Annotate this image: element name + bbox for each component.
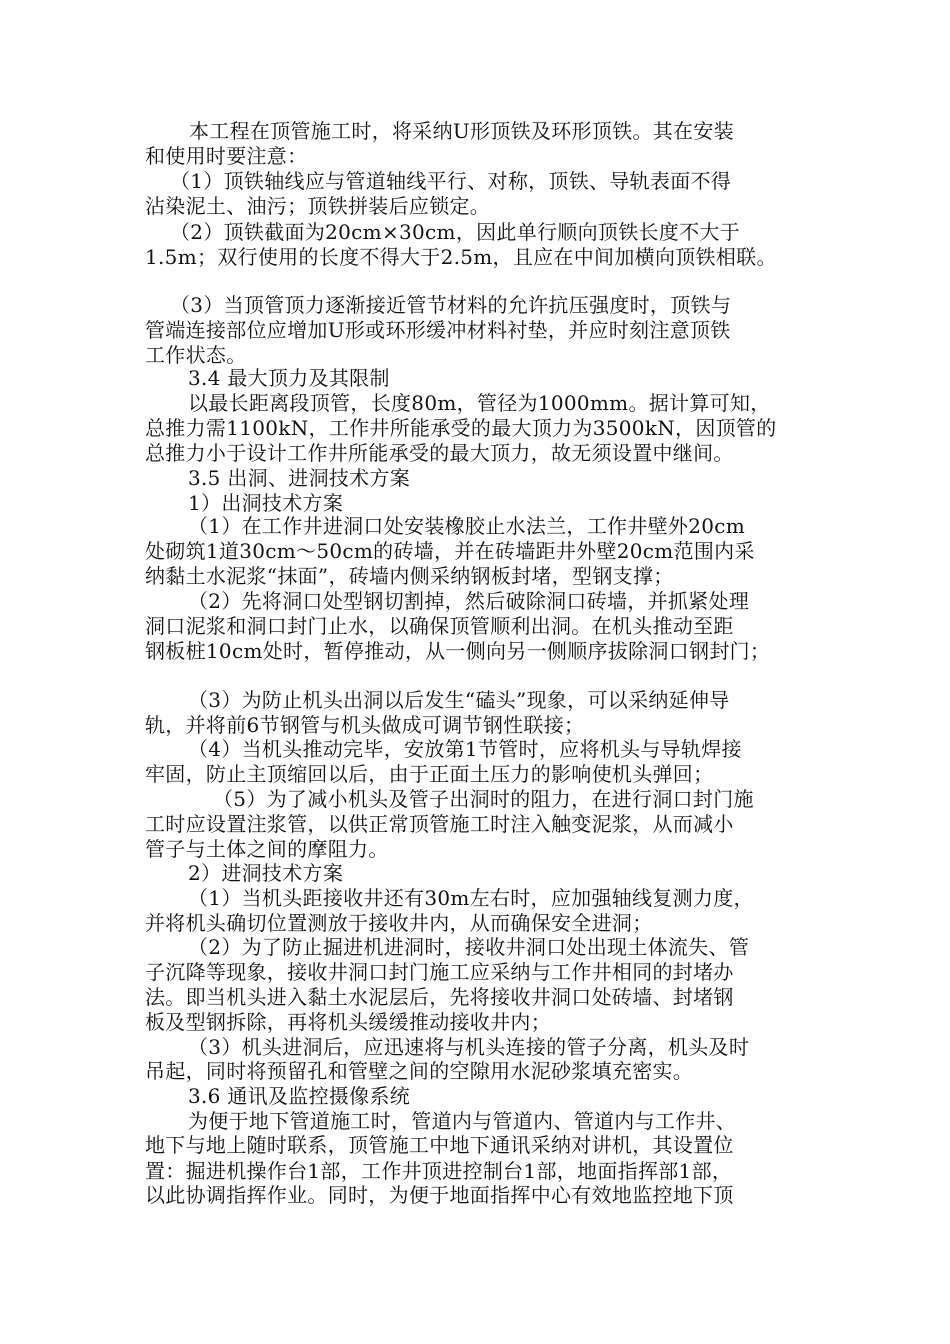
text-line: 以最长距离段顶管，长度80m，管径为1000mm。据计算可知， bbox=[188, 391, 771, 415]
text-line: 3.5 出洞、进洞技术方案 bbox=[188, 466, 411, 490]
text-line: （5）为了减小机头及管子出洞时的阻力，在进行洞口封门施 bbox=[213, 787, 754, 811]
text-line: （2）先将洞口处型钢切割掉，然后破除洞口砖墙，并抓紧处理 bbox=[188, 589, 750, 613]
text-line: 处砌筑1道30cm～50cm的砖墙，并在砖墙距井外壁20cm范围内采 bbox=[145, 539, 755, 563]
text-line: （2）为了防止掘进机进洞时，接收井洞口处出现土体流失、管 bbox=[188, 935, 750, 959]
text-line: （1）顶铁轴线应与管道轴线平行、对称，顶铁、导轨表面不得 bbox=[170, 169, 732, 193]
text-line: 沾染泥土、油污；顶铁拼装后应锁定。 bbox=[145, 194, 491, 218]
text-line: 以此协调指挥作业。同时，为便于地面指挥中心有效地监控地下顶 bbox=[145, 1183, 734, 1207]
text-line: 总推力小于设计工作井所能承受的最大顶力，故无须设置中继间。 bbox=[145, 441, 734, 465]
text-line: 工时应设置注浆管，以供正常顶管施工时注入触变泥浆，从而减小 bbox=[145, 812, 734, 836]
text-line: 吊起，同时将预留孔和管壁之间的空隙用水泥砂浆填充密实。 bbox=[145, 1059, 694, 1083]
text-line: 地下与地上随时联系，顶管施工中地下通讯采纳对讲机，其设置位 bbox=[145, 1133, 734, 1157]
text-line: （3）当顶管顶力逐渐接近管节材料的允许抗压强度时，顶铁与 bbox=[170, 293, 732, 317]
text-line: 为便于地下管道施工时，管道内与管道内、管道内与工作井、 bbox=[188, 1109, 737, 1133]
text-line: 管子与土体之间的摩阻力。 bbox=[145, 837, 389, 861]
text-line: 1）出洞技术方案 bbox=[188, 491, 344, 515]
text-line: 1.5m；双行使用的长度不得大于2.5m，且应在中间加横向顶铁相联。 bbox=[145, 245, 777, 269]
text-line: 3.6 通讯及监控摄像系统 bbox=[188, 1084, 411, 1108]
text-line: 钢板桩10cm处时，暂停推动，从一侧向另一侧顺序拔除洞口钢封门； bbox=[145, 639, 771, 663]
text-line: 置：掘进机操作台1部，工作井顶进控制台1部，地面指挥部1部， bbox=[145, 1159, 733, 1183]
text-line: 法。即当机头进入黏土水泥层后，先将接收井洞口处砖墙、封堵钢 bbox=[145, 985, 734, 1009]
text-line: 3.4 最大顶力及其限制 bbox=[188, 366, 390, 390]
text-line: 管端连接部位应增加U形或环形缓冲材料衬垫，并应时刻注意顶铁 bbox=[145, 318, 731, 342]
text-line: （3）为防止机头出洞以后发生“磕头”现象，可以采纳延伸导 bbox=[188, 688, 730, 712]
text-line: 洞口泥浆和洞口封门止水，以确保顶管顺利出洞。在机头推动至距 bbox=[145, 614, 734, 638]
text-line: （1）在工作井进洞口处安装橡胶止水法兰，工作井壁外20cm bbox=[188, 514, 746, 538]
text-line: 子沉降等现象，接收井洞口封门施工应采纳与工作井相同的封堵办 bbox=[145, 960, 734, 984]
text-line: 板及型钢拆除，再将机头缓缓推动接收井内； bbox=[145, 1010, 551, 1034]
text-line: 总推力需1100kN，工作井所能承受的最大顶力为3500kN，因顶管的 bbox=[145, 416, 777, 440]
text-line: （1）当机头距接收井还有30m左右时，应加强轴线复测力度， bbox=[188, 886, 754, 910]
text-line: 轨，并将前6节钢管与机头做成可调节钢性联接； bbox=[145, 713, 585, 737]
text-line: 并将机头确切位置测放于接收井内，从而确保安全进洞； bbox=[145, 911, 653, 935]
text-line: （3）机头进洞后，应迅速将与机头连接的管子分离，机头及时 bbox=[188, 1035, 750, 1059]
text-line: 和使用时要注意： bbox=[145, 144, 308, 168]
text-line: （2）顶铁截面为20cm×30cm，因此单行顺向顶铁长度不大于 bbox=[170, 220, 741, 244]
text-line: 纳黏土水泥浆“抹面”，砖墙内侧采纳钢板封堵，型钢支撑； bbox=[145, 564, 674, 588]
text-line: 牢固，防止主顶缩回以后，由于正面土压力的影响使机头弹回； bbox=[145, 762, 714, 786]
text-line: 本工程在顶管施工时，将采纳U形顶铁及环形顶铁。其在安装 bbox=[189, 119, 734, 143]
text-line: 工作状态。 bbox=[145, 343, 247, 367]
text-line: （4）当机头推动完毕，安放第1节管时，应将机头与导轨焊接 bbox=[188, 737, 742, 761]
text-line: 2）进洞技术方案 bbox=[188, 861, 344, 885]
